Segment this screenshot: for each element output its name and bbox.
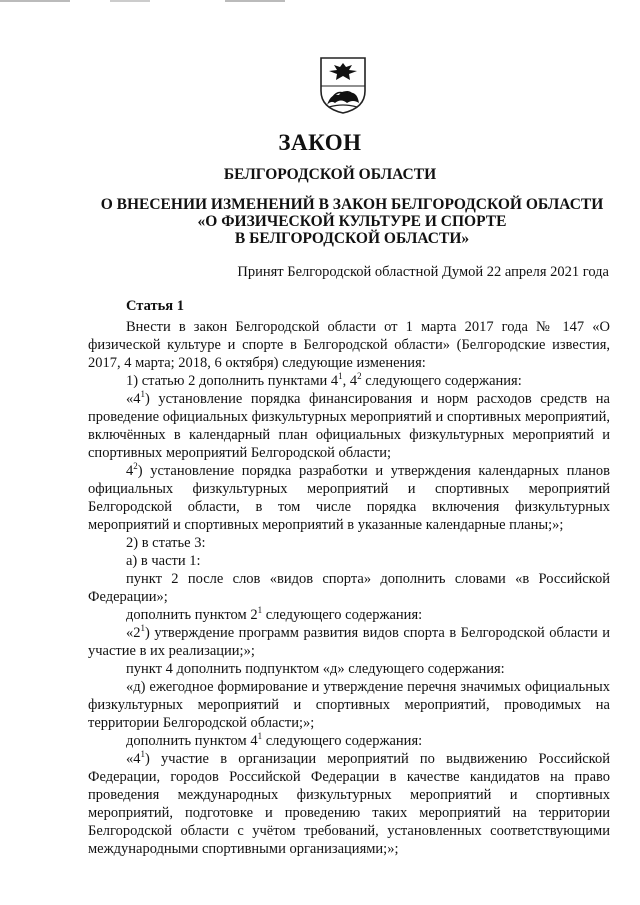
region-title: БЕЛГОРОДСКОЙ ОБЛАСТИ	[223, 166, 437, 183]
paragraph: «д) ежегодное формирование и утверждение перечня значимых официальных физкультурных мероприятий и спортивных мероприятий, проводимых на территории Белгородской области;»;	[88, 679, 610, 731]
paragraph: $4^2$) установление порядка разработки и утверждения календарных планов официальных физкультурных мероприятий и спортивных мероприятий Белгородской области, в том числе порядка включения физкультурных мероприятий и спортивных мероприятий в указанные календарные планы;»;	[88, 461, 610, 533]
paragraph: пункт 2 после слов «видов спорта» дополнить словами «в Российской Федерации»;	[88, 571, 610, 605]
law-name	[32, 196, 640, 247]
law-title: ЗАКОН	[278, 130, 362, 155]
paragraph: «$2^1$) утверждение программ развития видов спорта в Белгородской области и участие в их реализации;»;	[88, 623, 610, 659]
acceptance-note: Принят Белгородской областной Думой 22 апреля 2021 года	[237, 264, 609, 280]
paragraph: Внести в закон Белгородской области от 1 марта 2017 года № 147 «О физической культуре и спорте в Белгородской области» (Белгородские известия, 2017, 4 марта; 2018, 6 октября) следующие изменения:	[88, 319, 610, 371]
paragraph: 1) статью 2 дополнить пунктами $4^1$, $4^2$ следующего содержания:	[126, 371, 522, 389]
article-heading: Статья 1	[126, 298, 184, 314]
law-name-line: В БЕЛГОРОДСКОЙ ОБЛАСТИ»	[234, 230, 470, 247]
paragraph: дополнить пунктом $4^1$ следующего содержания:	[126, 731, 423, 749]
law-body	[88, 292, 610, 858]
coat-of-arms-emblem	[319, 57, 367, 114]
paragraph: а) в части 1:	[126, 553, 201, 569]
paragraph: дополнить пунктом $2^1$ следующего содержания:	[126, 605, 423, 623]
paragraph: «$4^1$) участие в организации мероприятий по выдвижению Российской Федерации, городов Российской Федерации в качестве кандидатов на право проведения международных физкультурных мероприятий и спортивных мероприятий, подготовке и проведению таких мероприятий на территории Белгородской области с учётом требований, установленных соответствующими международными спортивными организациями;»;	[88, 749, 610, 857]
scan-artifact	[0, 0, 300, 4]
law-name-line: «О ФИЗИЧЕСКОЙ КУЛЬТУРЕ И СПОРТЕ	[197, 213, 507, 230]
paragraph: «$4^1$) установление порядка финансирования и норм расходов средств на проведение официальных физкультурных мероприятий и спортивных мероприятий, включённых в календарный план официальных физкультурных мероприятий и спортивных мероприятий Белгородской области;	[88, 389, 610, 461]
paragraph: пункт 4 дополнить подпунктом «д» следующего содержания:	[126, 661, 505, 677]
law-name-line: О ВНЕСЕНИИ ИЗМЕНЕНИЙ В ЗАКОН БЕЛГОРОДСКОЙ ОБЛАСТИ	[100, 196, 604, 213]
paragraph: 2) в статье 3:	[126, 535, 206, 551]
